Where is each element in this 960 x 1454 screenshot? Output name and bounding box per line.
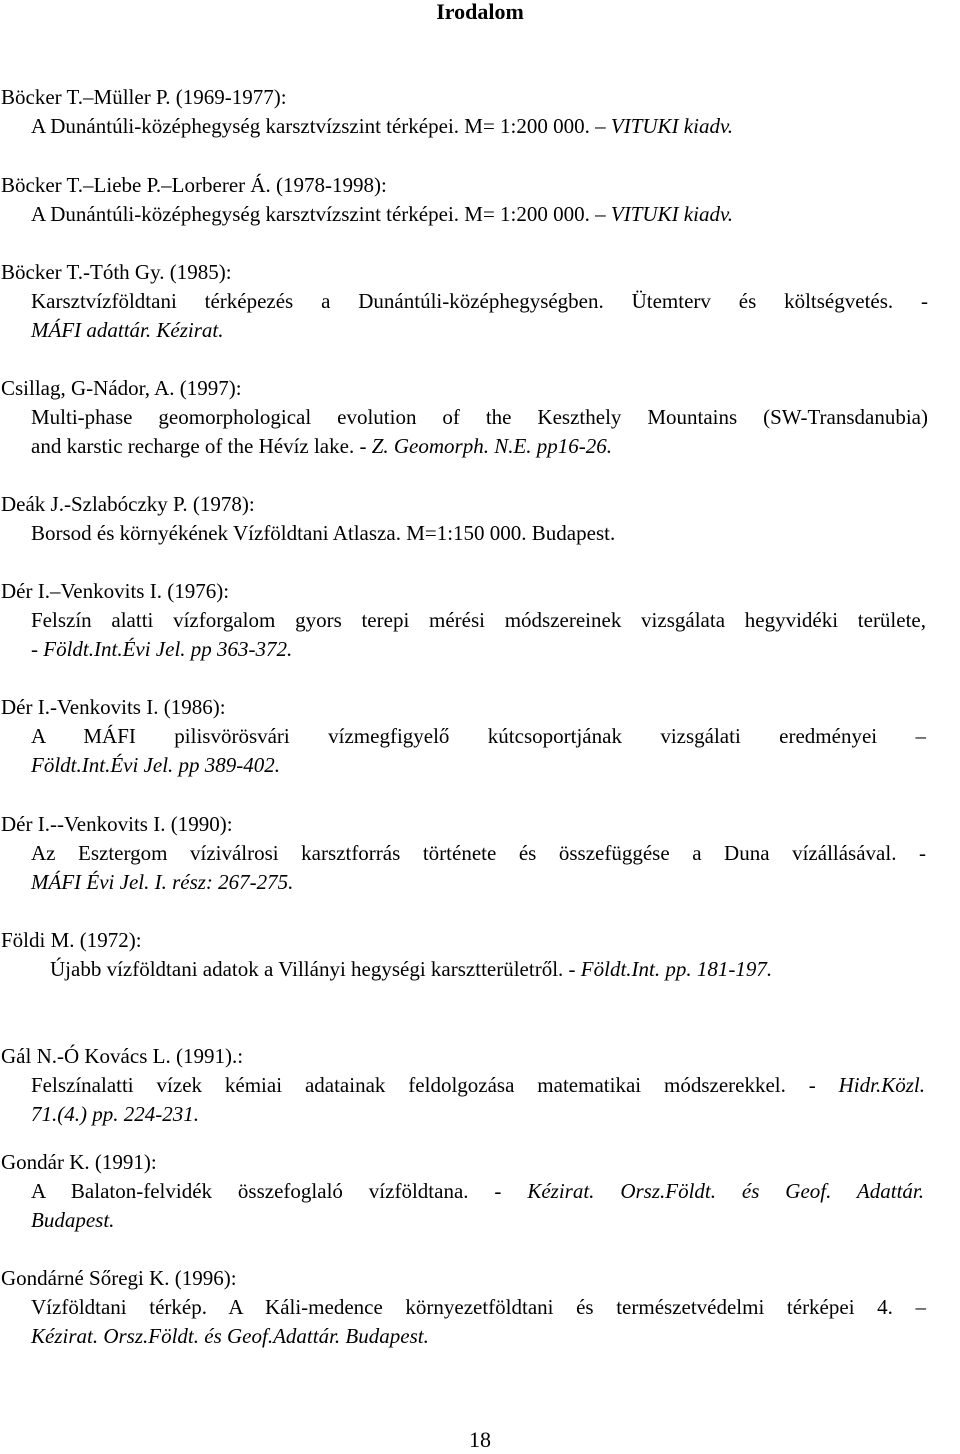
reference-citation-line <box>31 1071 925 1100</box>
reference-source-text: MÁFI Évi Jel. I. rész: 267-275. <box>31 870 294 894</box>
reference-text: Karsztvízföldtani térképezés a Dunántúli-középhegységben. Ütemterv és költségvetés. - <box>31 289 928 313</box>
reference-citation-line <box>31 1322 429 1351</box>
reference-citation-line <box>50 955 772 984</box>
reference-citation-line <box>31 722 926 751</box>
reference-citation-line <box>31 316 224 345</box>
reference-author: Földi M. (1972): <box>1 928 142 952</box>
reference-citation-line <box>31 432 612 461</box>
reference-citation-line <box>31 403 928 432</box>
reference-author: Gondárné Sőregi K. (1996): <box>1 1266 237 1290</box>
reference-text: Felszín alatti vízforgalom gyors terepi mérési módszereinek vizsgálata hegyvidéki területe, <box>31 608 926 632</box>
reference-source-text: Kézirat. Orsz.Földt. és Geof. Adattár. <box>527 1179 924 1203</box>
reference-citation-line <box>31 112 733 141</box>
reference-citation-line <box>31 635 292 664</box>
reference-citation-line <box>31 751 280 780</box>
page-title: Irodalom <box>436 0 524 24</box>
reference-citation-line <box>31 839 926 868</box>
reference-citation-line <box>31 287 928 316</box>
reference-text: Borsod és környékének Vízföldtani Atlasza. M=1:150 000. Budapest. <box>31 521 616 545</box>
page-number: 18 <box>469 1427 491 1452</box>
reference-text: A Balaton-felvidék összefoglaló vízföldtana. - <box>31 1179 528 1203</box>
reference-citation-line <box>31 519 615 548</box>
reference-author: Böcker T.–Müller P. (1969-1977): <box>1 85 287 109</box>
reference-author: Böcker T.-Tóth Gy. (1985): <box>1 260 232 284</box>
reference-text: A Dunántúli-középhegység karsztvízszint térképei. M= 1:200 000. – <box>31 202 611 226</box>
reference-author: Gál N.-Ó Kovács L. (1991).: <box>1 1044 244 1068</box>
reference-author: Dér I.--Venkovits I. (1990): <box>1 812 233 836</box>
reference-text: Az Esztergom víziválrosi karsztforrás története és összefüggése a Duna vízállásával. - <box>31 841 926 865</box>
reference-author: Deák J.-Szlabóczky P. (1978): <box>1 492 255 516</box>
reference-source-text: Kézirat. Orsz.Földt. és Geof.Adattár. Budapest. <box>31 1324 429 1348</box>
reference-source-text: Z. Geomorph. N.E. pp16-26. <box>371 434 613 458</box>
reference-text: Felszínalatti vízek kémiai adatainak feldolgozása matematikai módszerekkel. - <box>31 1073 839 1097</box>
reference-text: Vízföldtani térkép. A Káli-medence környezetföldtani és természetvédelmi térképei 4. – <box>31 1295 926 1319</box>
reference-text: Újabb vízföldtani adatok a Villányi hegységi karsztterületről. - <box>50 957 581 981</box>
reference-author: Dér I.–Venkovits I. (1976): <box>1 579 230 603</box>
reference-text: - <box>31 637 44 661</box>
reference-source-text: Földt.Int.Évi Jel. pp 363-372. <box>43 637 293 661</box>
reference-source-text: Földt.Int. pp. 181-197. <box>580 957 773 981</box>
reference-text: A MÁFI pilisvörösvári vízmegfigyelő kútcsoportjának vizsgálati eredményei – <box>31 724 926 748</box>
reference-text: A Dunántúli-középhegység karsztvízszint térképei. M= 1:200 000. – <box>31 114 611 138</box>
reference-source-text: Hidr.Közl. <box>838 1073 925 1097</box>
reference-author: Böcker T.–Liebe P.–Lorberer Á. (1978-1998): <box>1 173 387 197</box>
reference-text: and karstic recharge of the Hévíz lake. - <box>31 434 372 458</box>
reference-citation-line <box>31 606 926 635</box>
reference-citation-line <box>31 200 733 229</box>
reference-author: Dér I.-Venkovits I. (1986): <box>1 695 226 719</box>
reference-citation-line <box>31 1100 199 1129</box>
reference-author: Gondár K. (1991): <box>1 1150 157 1174</box>
reference-source-text: Budapest. <box>31 1208 115 1232</box>
reference-source-text: 71.(4.) pp. 224-231. <box>31 1102 199 1126</box>
reference-citation-line <box>31 1206 114 1235</box>
reference-citation-line <box>31 868 293 897</box>
reference-text: Multi-phase geomorphological evolution of the Keszthely Mountains (SW-Transdanubia) <box>31 405 928 429</box>
reference-citation-line <box>31 1177 924 1206</box>
reference-source-text: VITUKI kiadv. <box>610 202 733 226</box>
reference-source-text: VITUKI kiadv. <box>610 114 733 138</box>
reference-source-text: Földt.Int.Évi Jel. pp 389-402. <box>31 753 281 777</box>
reference-citation-line <box>31 1293 926 1322</box>
reference-author: Csillag, G-Nádor, A. (1997): <box>1 376 242 400</box>
reference-source-text: MÁFI adattár. Kézirat. <box>31 318 224 342</box>
